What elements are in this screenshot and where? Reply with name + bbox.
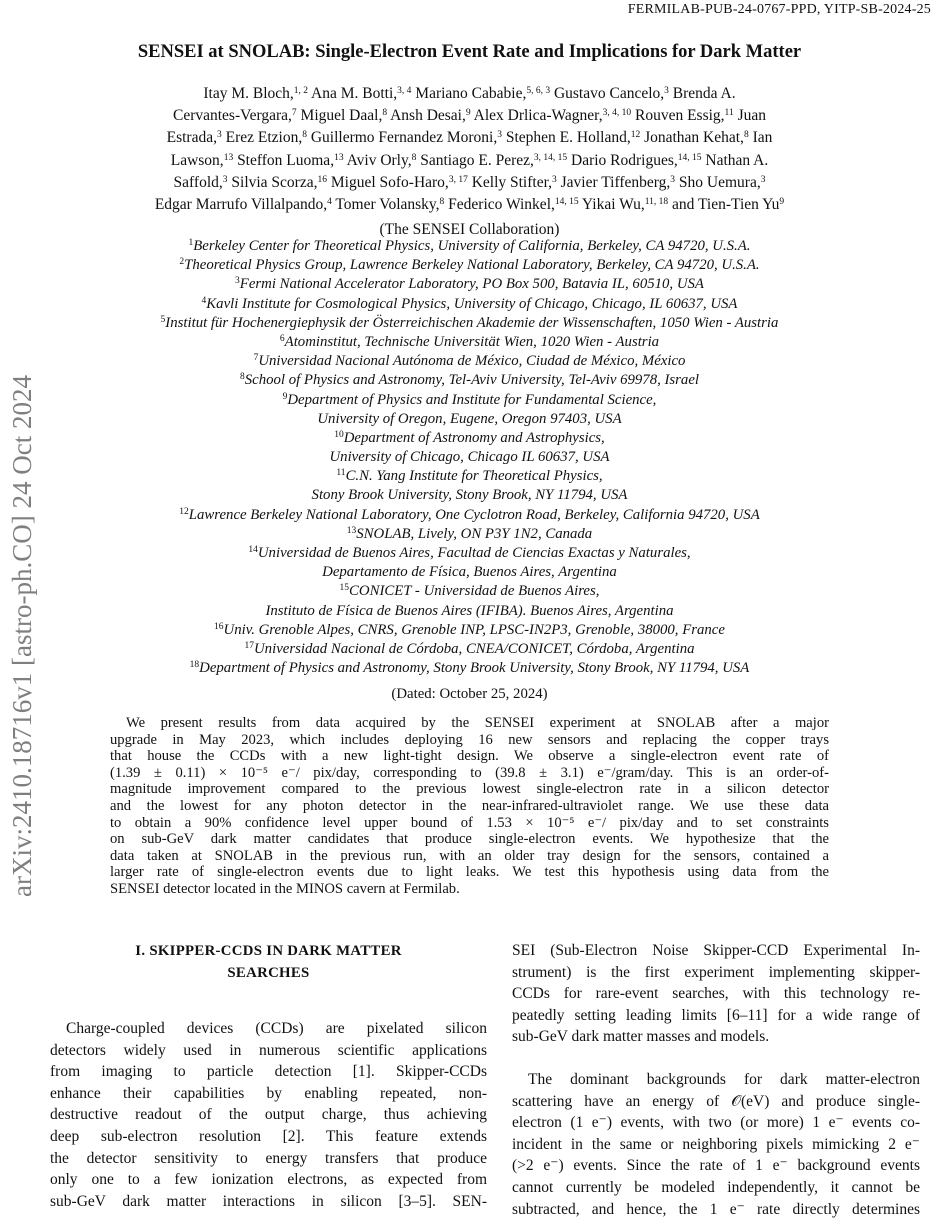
affiliation-mark: 3	[216, 130, 222, 141]
affiliation-number: 9	[282, 391, 288, 402]
affiliation-mark: 14, 15	[554, 196, 579, 207]
affiliation-line	[0, 448, 939, 467]
affiliation-mark: 11, 18	[644, 196, 669, 207]
affiliation-number: 4	[201, 295, 207, 306]
affiliation-number: 15	[339, 583, 350, 594]
affiliation-mark: 13	[223, 152, 234, 163]
affiliation-line	[0, 506, 939, 525]
abstract-line: upgrade in May 2023, which includes deploying 16 new sensors and replacing the copper trays	[110, 731, 829, 748]
affiliation-line	[0, 659, 939, 678]
affiliation-mark: 3	[670, 174, 676, 185]
affiliation-line	[0, 275, 939, 294]
affiliation-mark: 3	[760, 174, 766, 185]
affiliation-mark: 11	[724, 108, 734, 119]
affiliation-mark: 1, 2	[293, 86, 309, 96]
affiliation-line	[0, 333, 939, 352]
affiliation-mark: 8	[411, 152, 417, 163]
affiliation-mark: 8	[302, 130, 307, 141]
body-line: Charge-coupled devices (CCDs) are pixelated silicon	[66, 1020, 487, 1037]
affiliation-text: School of Physics and Astronomy, Tel-Aviv University, Tel-Aviv 69978, Israel	[244, 372, 700, 389]
body-line: sub-GeV dark matter interactions in silicon [3–5]. SEN-	[50, 1192, 487, 1210]
affiliation-number: 14	[248, 545, 258, 555]
author-name: Javier Tiffenberg,	[556, 173, 671, 191]
author-line	[0, 150, 939, 172]
affiliation-mark: 3, 4, 10	[602, 108, 632, 119]
abstract	[110, 715, 829, 898]
author-name: Brenda A.	[668, 85, 736, 102]
affiliation-text: Lawrence Berkeley National Laboratory, One Cyclotron Road, Berkeley, California 94720, USA	[188, 506, 760, 523]
body-line: CCDs for rare-event searches, with this technology re-	[512, 985, 920, 1003]
affiliation-mark: 13	[334, 152, 344, 163]
section-heading: I. SKIPPER-CCDS IN DARK MATTER	[135, 943, 402, 959]
affiliation-number: 18	[189, 660, 200, 671]
author-name: Tomer Volansky,	[331, 195, 440, 213]
author-name: and Tien-Tien Yu	[668, 195, 780, 213]
body-line: incident in the same or neighboring pixels mimicking 2 e⁻	[512, 1135, 920, 1153]
affiliation-text: C.N. Yang Institute for Theoretical Physics,	[345, 468, 603, 485]
affiliation-line	[0, 621, 939, 640]
affiliation-mark: 3	[664, 86, 669, 96]
left-column	[50, 940, 487, 1212]
abstract-line: and the lowest for any photon detector in the near-infrared-ultraviolet range. We use these data	[110, 797, 829, 814]
body-line: subtracted, and hence, the 1 e⁻ rate directly determines	[512, 1200, 920, 1218]
affiliation-mark: 8	[382, 108, 388, 119]
body-line: the detector sensitivity to energy transfers that produce	[50, 1149, 487, 1167]
author-name: Itay M. Bloch,	[203, 85, 294, 102]
author-name: Stephen E. Holland,	[501, 129, 631, 147]
affiliation-line	[0, 410, 939, 429]
affiliation-line	[0, 256, 939, 275]
affiliation-mark: 3	[552, 174, 557, 185]
author-name: Aviv Orly,	[343, 151, 412, 169]
affiliation-text: Fermi National Accelerator Laboratory, PO Box 500, Batavia IL, 60510, USA	[239, 276, 704, 293]
affiliation-text: Universidad Nacional de Córdoba, CNEA/CONICET, Córdoba, Argentina	[254, 640, 695, 657]
affiliation-line	[0, 582, 939, 601]
abstract-line: We present results from data acquired by the SENSEI experiment at SNOLAB after a major	[126, 715, 829, 731]
affiliation-text: Theoretical Physics Group, Lawrence Berkeley National Laboratory, Berkeley, CA 94720, U.S.A.	[184, 257, 760, 274]
affiliation-line	[0, 467, 939, 486]
arxiv-stamp[interactable]: arXiv:2410.18716v1 [astro-ph.CO] 24 Oct 2024	[7, 375, 37, 897]
body-line: electron (1 e⁻) events, with two (or more) 1 e⁻ events co-	[512, 1114, 920, 1132]
author-name: Cervantes-Vergara,	[172, 107, 292, 125]
affiliation-text: CONICET - Universidad de Buenos Aires,	[349, 583, 600, 600]
body-line: deep sub-electron resolution [2]. This feature extends	[50, 1127, 487, 1145]
affiliation-text: Berkeley Center for Theoretical Physics, University of California, Berkeley, CA 94720, U.S.A.	[193, 238, 751, 254]
affiliation-number: 16	[214, 621, 224, 632]
abstract-line: SENSEI detector located in the MINOS cavern at Fermilab.	[110, 880, 460, 897]
author-name: Rouven Essig,	[631, 107, 725, 125]
affiliation-text: Department of Physics and Astronomy, Stony Brook University, Stony Brook, NY 11794, USA	[199, 660, 750, 677]
body-line: The dominant backgrounds for dark matter-electron	[528, 1070, 920, 1088]
author-name: Alex Drlica-Wagner,	[470, 107, 603, 125]
abstract-line: to obtain a 90% confidence level upper bound of 1.53 × 10⁻⁵ e⁻/ pix/day and to set constraints	[110, 814, 829, 831]
affiliation-mark: 3, 14, 15	[533, 152, 568, 163]
author-name: Gustavo Cancelo,	[550, 85, 665, 102]
body-line: detectors widely used in numerous scientific applications	[50, 1041, 487, 1059]
affiliation-mark: 9	[465, 108, 471, 119]
author-line	[0, 127, 939, 149]
author-name: Guillermo Fernandez Moroni,	[306, 129, 498, 147]
affiliation-text: Kavli Institute for Cosmological Physics, University of Chicago, Chicago, IL 60637, USA	[206, 295, 738, 312]
affiliation-mark: 9	[779, 196, 785, 207]
body-line: from imaging to particle detection [1]. Skipper-CCDs	[50, 1063, 487, 1081]
author-line	[0, 194, 939, 216]
date-line: (Dated: October 25, 2024)	[391, 686, 548, 702]
author-name: Ansh Desai,	[387, 107, 466, 125]
affiliation-text: Department of Physics and Institute for Fundamental Science,	[287, 391, 657, 408]
author-name: Juan	[733, 107, 766, 125]
body-line: peatedly setting leading limits [6–11] for a wide range of	[512, 1006, 920, 1024]
abstract-line: (1.39 ± 0.11) × 10⁻⁵ e⁻/ pix/day, corresponding to (39.8 ± 3.1) e⁻/gram/day. This is an order-of-	[110, 764, 829, 781]
body-line: destructive readout of the output charge, thus achieving	[50, 1106, 487, 1124]
affiliation-number: 10	[334, 429, 344, 440]
affiliation-mark: 8	[439, 196, 445, 207]
author-name: Saffold,	[173, 173, 223, 191]
affiliation-number: 1	[188, 238, 194, 248]
author-name: Federico Winkel,	[444, 195, 555, 213]
affiliation-text: Universidad de Buenos Aires, Facultad de Ciencias Exactas y Naturales,	[257, 545, 691, 561]
body-line: SEI (Sub-Electron Noise Skipper-CCD Experimental In-	[512, 942, 920, 959]
affiliation-mark: 5, 6, 3	[526, 86, 551, 96]
affiliation-line	[0, 640, 939, 659]
affiliation-line	[0, 602, 939, 621]
affiliation-mark: 8	[743, 130, 749, 141]
body-line: scattering have an energy of 𝒪(eV) and produce single-	[512, 1092, 920, 1110]
affiliation-line	[0, 352, 939, 371]
body-line: cannot currently be modeled independently, it cannot be	[512, 1178, 920, 1196]
affiliation-text: Instituto de Física de Buenos Aires (IFIBA). Buenos Aires, Argentina	[265, 602, 674, 619]
affiliation-text: Stony Brook University, Stony Brook, NY 11794, USA	[311, 487, 628, 504]
affiliation-text: Department of Astronomy and Astrophysics,	[343, 429, 605, 446]
abstract-line: magnitude improvement compared to the previous lowest single-electron rate in a silicon detector	[110, 781, 829, 798]
author-name: Mariano Cababie,	[411, 85, 527, 102]
affiliation-line	[0, 237, 939, 256]
author-name: Jonathan Kehat,	[640, 129, 744, 147]
affiliation-text: University of Chicago, Chicago IL 60637, USA	[329, 449, 610, 466]
author-line	[0, 172, 939, 194]
affiliation-text: Univ. Grenoble Alpes, CNRS, Grenoble INP, LPSC-IN2P3, Grenoble, 38000, France	[223, 621, 725, 638]
affiliation-line	[0, 371, 939, 390]
author-name: Miguel Daal,	[296, 107, 383, 125]
collaboration-name: (The SENSEI Collaboration)	[379, 221, 560, 238]
author-name: Estrada,	[166, 129, 217, 147]
author-line	[0, 83, 939, 105]
affiliation-number: 7	[253, 353, 259, 364]
affiliation-line	[0, 563, 939, 582]
affiliation-number: 5	[160, 314, 166, 325]
affiliation-mark: 4	[327, 196, 332, 207]
affiliation-text: Institut für Hochenergiephysik der Österreichischen Akademie der Wissenschaften, 1050 Wien - Austria	[165, 314, 779, 331]
author-line	[0, 105, 939, 127]
affiliation-number: 8	[239, 372, 245, 383]
affiliation-text: Departamento de Física, Buenos Aires, Argentina	[322, 564, 617, 581]
affiliation-mark: 14, 15	[677, 152, 702, 163]
affiliation-number: 17	[244, 640, 254, 651]
author-name: Edgar Marrufo Villalpando,	[154, 195, 328, 213]
affiliation-line	[0, 429, 939, 448]
affiliation-line	[0, 314, 939, 333]
author-name: Yikai Wu,	[578, 195, 645, 213]
affiliation-number: 6	[279, 333, 285, 344]
body-line: only one to a few ionization electrons, as expected from	[50, 1171, 487, 1189]
affiliation-mark: 3, 4	[397, 86, 412, 96]
author-name: Nathan A.	[701, 151, 769, 169]
affiliation-number: 12	[179, 506, 189, 517]
author-name: Erez Etzion,	[221, 129, 303, 147]
affiliation-text: Universidad Nacional Autónoma de México, Ciudad de México, México	[258, 353, 686, 370]
abstract-line: that house the CCDs with a new light-tight design. We observe a single-electron event rate of	[110, 748, 829, 765]
author-name: Kelly Stifter,	[467, 173, 552, 191]
affiliation-mark: 3, 17	[448, 174, 468, 185]
author-name: Ian	[748, 129, 773, 147]
report-number: FERMILAB-PUB-24-0767-PPD, YITP-SB-2024-25	[627, 2, 931, 17]
affiliation-mark: 16	[317, 174, 327, 185]
author-name: Dario Rodrigues,	[567, 151, 678, 169]
affiliation-number: 2	[179, 257, 185, 268]
affiliation-mark: 3	[497, 130, 502, 141]
affiliation-text: Atominstitut, Technische Universität Wien, 1020 Wien - Austria	[284, 333, 660, 350]
body-line: (>2 e⁻) events. Since the rate of 1 e⁻ background events	[512, 1157, 920, 1175]
affiliation-line	[0, 544, 939, 563]
affiliation-list	[0, 237, 939, 678]
affiliation-line	[0, 525, 939, 544]
section-heading: SEARCHES	[227, 965, 310, 981]
affiliation-text: SNOLAB, Lively, ON P3Y 1N2, Canada	[356, 525, 593, 542]
author-name: Silvia Scorza,	[227, 173, 318, 191]
affiliation-number: 3	[235, 276, 240, 287]
author-name: Ana M. Botti,	[308, 85, 398, 102]
affiliation-mark: 12	[630, 130, 641, 141]
affiliation-line	[0, 295, 939, 314]
author-list	[0, 83, 939, 216]
abstract-line: on sub-GeV dark matter candidates that produce single-electron events. We hypothesize that the	[110, 831, 829, 848]
author-name: Santiago E. Perez,	[416, 151, 534, 169]
body-line: sub-GeV dark matter masses and models.	[512, 1028, 770, 1046]
affiliation-mark: 3	[222, 174, 228, 185]
body-line: strument) is the first experiment implementing skipper-	[512, 963, 920, 981]
author-name: Miguel Sofo-Haro,	[326, 173, 449, 191]
author-name: Steffon Luoma,	[233, 151, 335, 169]
right-column	[512, 940, 920, 1220]
abstract-line: data taken at SNOLAB in the previous run, with an older tray design for the sensors, contained a	[110, 847, 829, 864]
affiliation-number: 13	[346, 525, 357, 536]
paper-title: SENSEI at SNOLAB: Single-Electron Event Rate and Implications for Dark Matter	[137, 42, 802, 62]
author-name: Lawson,	[170, 151, 224, 169]
affiliation-line	[0, 486, 939, 505]
affiliation-number: 11	[336, 468, 346, 479]
abstract-line: larger rate of single-electron events due to light leaks. We test this hypothesis using data from the	[110, 864, 829, 881]
affiliation-line	[0, 391, 939, 410]
body-line: enhance their capabilities by enabling repeated, non-	[50, 1084, 487, 1102]
affiliation-mark: 7	[291, 108, 297, 119]
affiliation-text: University of Oregon, Eugene, Oregon 97403, USA	[317, 410, 622, 427]
author-name: Sho Uemura,	[675, 173, 761, 191]
